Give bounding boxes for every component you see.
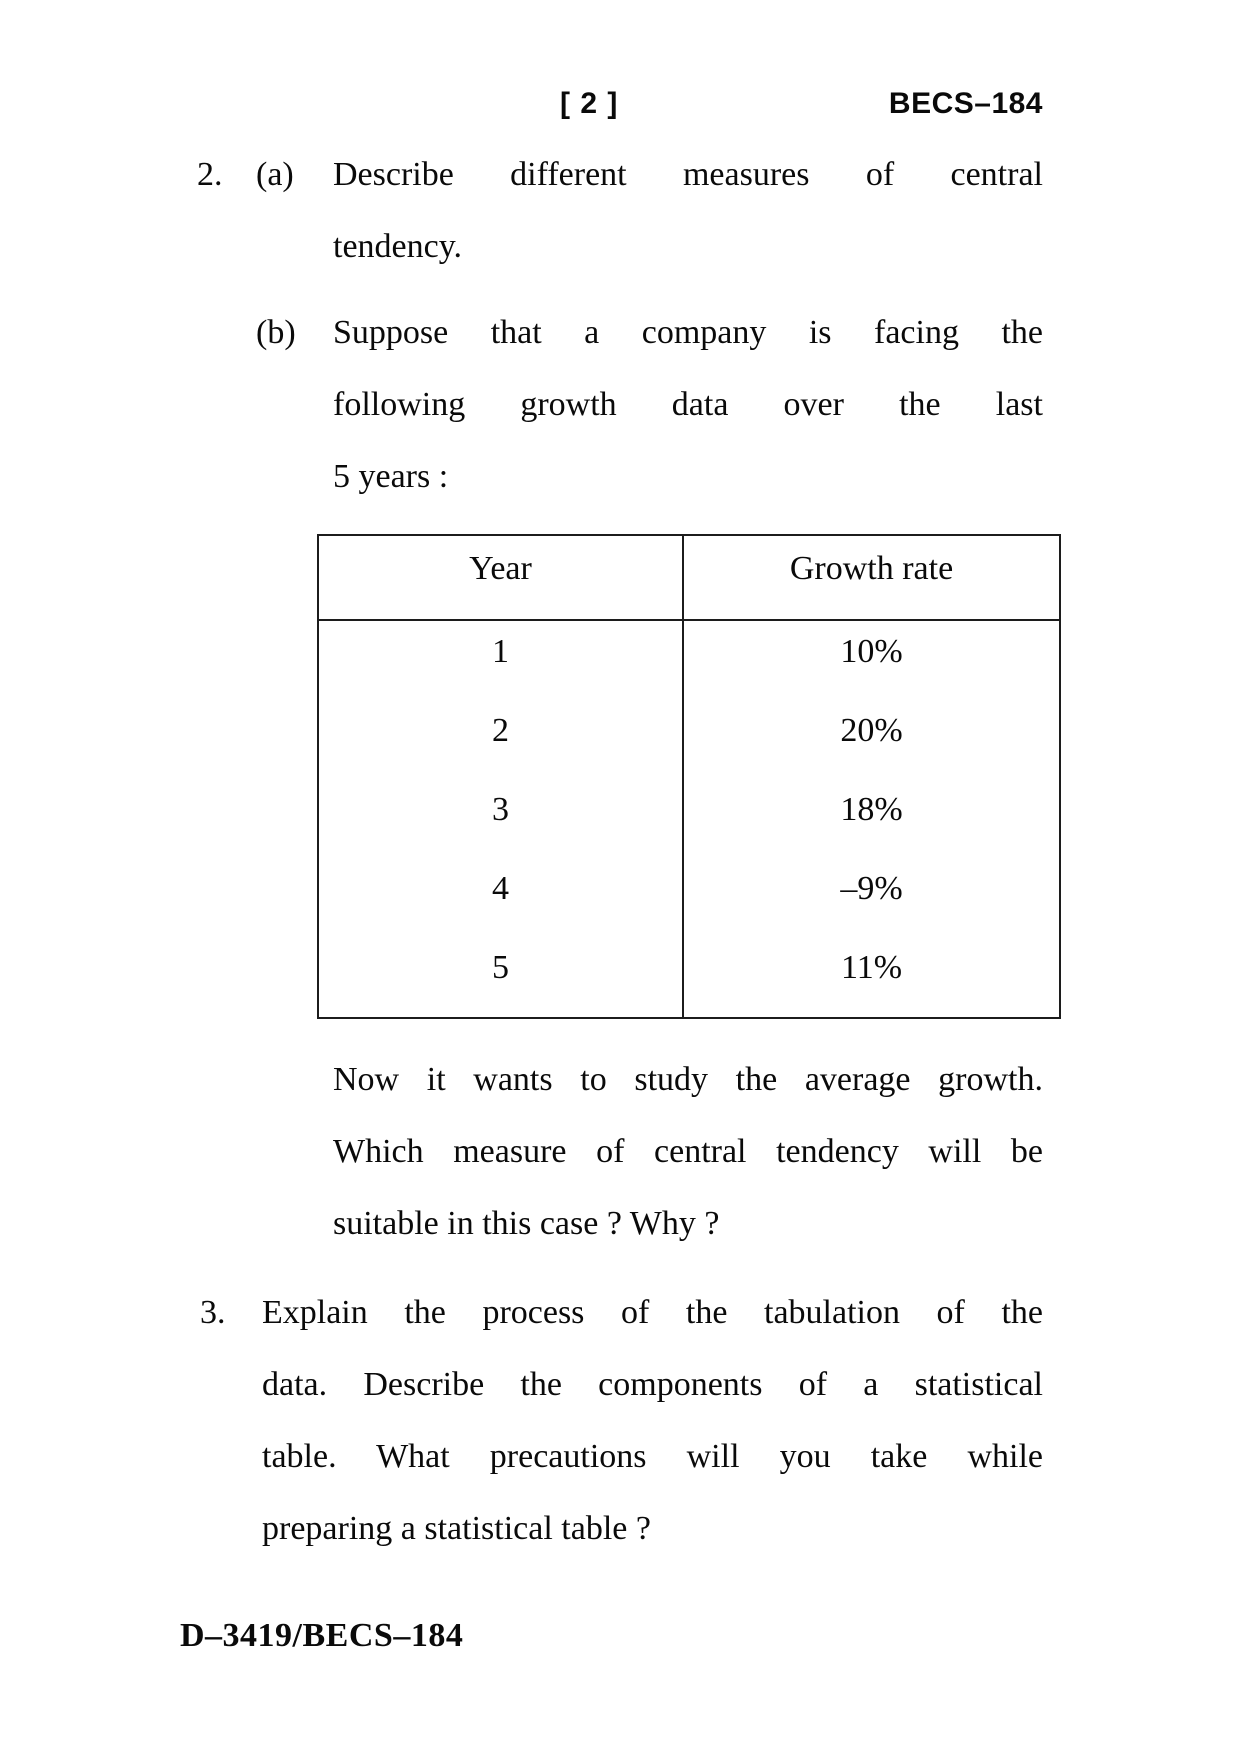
question-2-number: 2. [197,156,223,193]
text-line: 5 years : [333,458,449,495]
question-2b-followup-text [333,1044,1043,1260]
text-line: Suppose that a company is facing the [333,314,1043,351]
text-line: suitable in this case ? Why ? [333,1205,720,1242]
table-header-cell: Growth rate [684,536,1059,621]
text-line: following growth data over the last [333,386,1043,423]
table-cell: –9% [840,870,903,908]
paper-code: BECS–184 [888,87,1043,120]
table-cell: 10% [840,632,903,670]
text-line: tendency. [333,228,463,265]
question-2a-label: (a) [256,156,294,193]
text-line: data. Describe the components of a statistical [262,1366,1043,1403]
table-cell: 2 [319,700,684,779]
text-line: table. What precautions will you take while [262,1438,1043,1475]
table-cell: 5 [319,938,684,1017]
table-cell: 18% [840,790,903,828]
question-3-number: 3. [200,1294,226,1331]
text-line: Describe different measures of central [333,156,1043,193]
question-3-text [262,1277,1043,1565]
text-line: Now it wants to study the average growth. [333,1061,1043,1098]
table-cell: 3 [319,779,684,858]
question-2b-label: (b) [256,314,296,351]
table-cell: 1 [319,621,684,700]
table-cell: 11% [840,949,903,987]
text-line: Explain the process of the tabulation of the [262,1294,1043,1331]
table-cell: 4 [319,859,684,938]
question-2a-text [333,139,1043,283]
growth-rate-table [317,534,1061,1019]
table-header-cell: Year [319,536,684,621]
table-cell: 20% [840,711,903,749]
text-line: preparing a statistical table ? [262,1510,651,1547]
footer-paper-code: D–3419/BECS–184 [180,1617,464,1654]
page-number: [ 2 ] [560,87,619,120]
question-2b-text [333,297,1043,513]
text-line: Which measure of central tendency will be [333,1133,1043,1170]
